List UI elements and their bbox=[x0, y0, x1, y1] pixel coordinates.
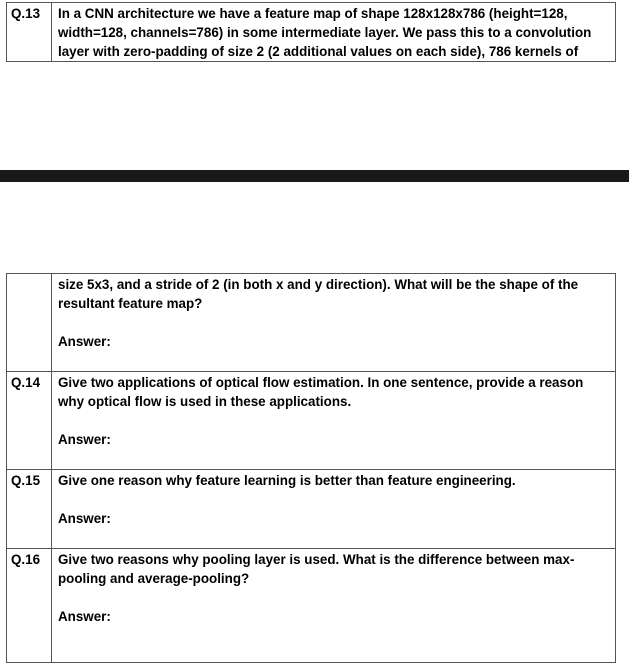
question-text bbox=[52, 372, 616, 470]
answer-label: Answer: bbox=[58, 432, 111, 447]
question-number bbox=[7, 3, 52, 62]
page-break-bar bbox=[0, 170, 629, 182]
q13-cont1: size 5x3, and a stride of 2 (in both x and y direction). What will be the shape of the bbox=[58, 277, 579, 292]
q15-number: Q.15 bbox=[11, 473, 41, 488]
question-table-top bbox=[6, 2, 616, 62]
q16-number: Q.16 bbox=[11, 552, 41, 567]
answer-label: Answer: bbox=[58, 609, 111, 624]
question-table-bottom bbox=[6, 273, 616, 663]
question-number bbox=[7, 372, 52, 470]
q13-cont2: resultant feature map? bbox=[58, 296, 203, 311]
q14-line1: Give two applications of optical flow estimation. In one sentence, provide a reason bbox=[58, 375, 584, 390]
answer-label: Answer: bbox=[58, 334, 111, 349]
q16-line1: Give two reasons why pooling layer is used. What is the difference between max- bbox=[58, 552, 575, 567]
answer-label: Answer: bbox=[58, 511, 111, 526]
question-number bbox=[7, 549, 52, 663]
q16-line2: pooling and average-pooling? bbox=[58, 571, 250, 586]
question-row-13-continued bbox=[7, 274, 616, 372]
q13-line1: In a CNN architecture we have a feature map of shape 128x128x786 (height=128, bbox=[58, 6, 568, 21]
q13-line3: layer with zero-padding of size 2 (2 additional values on each side), 786 kernels of bbox=[58, 44, 579, 59]
q13-number: Q.13 bbox=[11, 6, 41, 21]
q14-number: Q.14 bbox=[11, 375, 41, 390]
question-row-14 bbox=[7, 372, 616, 470]
q13-line2: width=128, channels=786) in some intermediate layer. We pass this to a convolution bbox=[58, 25, 592, 40]
question-number bbox=[7, 470, 52, 549]
q15-line1: Give one reason why feature learning is better than feature engineering. bbox=[58, 473, 516, 488]
question-text bbox=[52, 549, 616, 663]
question-row-13 bbox=[7, 3, 616, 62]
question-row-15 bbox=[7, 470, 616, 549]
question-text bbox=[52, 3, 616, 62]
question-number-empty bbox=[7, 274, 52, 372]
question-text bbox=[52, 470, 616, 549]
question-row-16 bbox=[7, 549, 616, 663]
q14-line2: why optical flow is used in these applications. bbox=[58, 394, 352, 409]
question-text bbox=[52, 274, 616, 372]
